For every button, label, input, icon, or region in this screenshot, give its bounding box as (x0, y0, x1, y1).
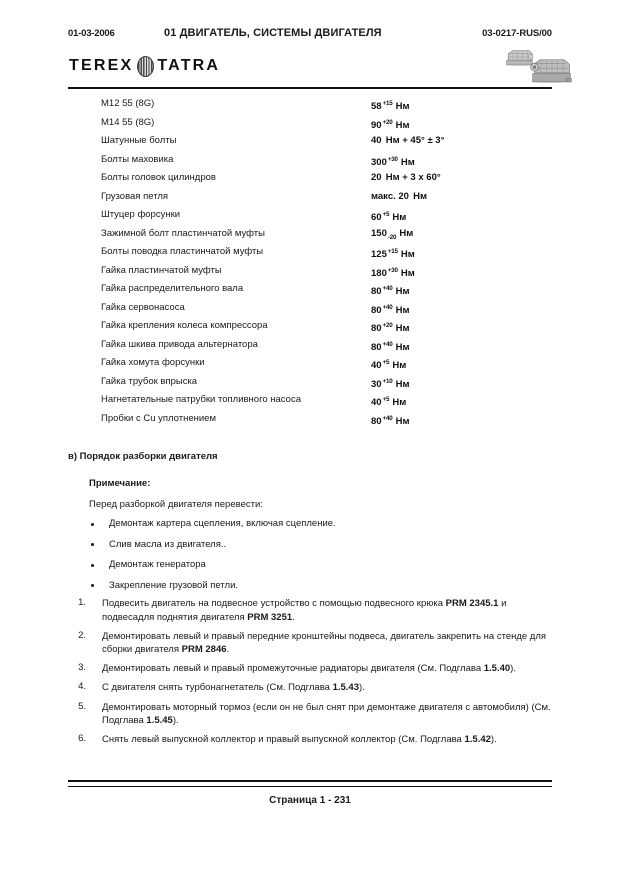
torque-unit: Нм (383, 172, 400, 183)
torque-number: 80 (371, 341, 382, 353)
table-row (68, 410, 552, 429)
section-heading: в) Порядок разборки двигателя (68, 451, 218, 462)
logo-text-tatra: TATRA (157, 57, 221, 74)
table-row (68, 132, 552, 151)
bullet-dot-icon (91, 523, 94, 526)
table-row (68, 243, 552, 262)
torque-number: 150 (371, 227, 387, 239)
torque-item-label: Гайка крепления колеса компрессора (101, 320, 268, 331)
torque-item-label: Гайка хомута форсунки (101, 357, 205, 368)
bullet-dot-icon (91, 543, 94, 546)
step-text-fragment: ). (510, 663, 516, 675)
step-number: 6. (78, 733, 86, 745)
bullet-dot-icon (91, 584, 94, 587)
list-item (68, 681, 552, 695)
list-item (68, 597, 552, 624)
torque-tolerance-upper: +20 (382, 322, 393, 329)
terex-tatra-logo (69, 55, 220, 77)
torque-tolerance-lower: -20 (387, 233, 397, 241)
step-text-fragment: Демонтировать левый и правый промежуточные радиаторы двигателя (См. Подглава (102, 663, 484, 675)
torque-number: 40 (371, 397, 382, 409)
torque-tolerance-upper: +15 (387, 248, 398, 255)
step-number: 5. (78, 700, 86, 712)
torque-unit: Нм (392, 378, 410, 390)
torque-number: макс. 20 (371, 190, 409, 202)
torque-item-label: М12 55 (8G) (101, 98, 155, 109)
list-item (68, 514, 552, 535)
torque-tolerance-upper: +40 (382, 303, 393, 311)
table-row (68, 206, 552, 225)
engine-illustration (503, 47, 575, 87)
step-reference-code: 1.5.42 (464, 734, 491, 746)
step-reference-code: PRM 2846 (181, 644, 227, 656)
table-row (68, 262, 552, 281)
torque-unit: Нм (398, 156, 415, 168)
step-number: 4. (78, 681, 86, 693)
torque-tolerance-upper: +40 (382, 285, 393, 292)
torque-item-label: Гайка пластинчатой муфты (101, 264, 222, 276)
torque-unit: Нм (398, 249, 415, 261)
torque-number: 60 (371, 212, 382, 224)
torque-unit: Нм (396, 227, 414, 239)
step-text (102, 662, 552, 676)
torque-item-label: Гайка шкива привода альтернатора (101, 338, 258, 350)
bullet-text: Демонтаж генератора (109, 559, 206, 570)
step-text-fragment: Демонтировать левый и правый передние кронштейны подвеса, двигатель закрепить на стенде для сборки двигателя (102, 630, 547, 656)
torque-item-label: Грузовая петля (101, 190, 169, 202)
torque-unit: Нм (389, 397, 407, 409)
step-reference-code: 1.5.40 (483, 663, 511, 675)
torque-angle-suffix: + 45° ± 3° (399, 135, 445, 146)
step-text-fragment: ). (490, 734, 497, 746)
step-text-fragment: и подвесадля поднятия двигателя (102, 598, 507, 623)
torque-item-value (371, 410, 410, 432)
step-number: 2. (78, 629, 86, 641)
torque-unit: Нм (410, 190, 427, 202)
header-title: 01 ДВИГАТЕЛЬ, СИСТЕМЫ ДВИГАТЕЛЯ (164, 27, 382, 39)
torque-tolerance-upper: +5 (382, 211, 390, 218)
bullet-dot-icon (91, 564, 94, 567)
note-intro-line: Перед разборкой двигателя перевести: (89, 499, 263, 510)
torque-number: 40 (371, 360, 382, 372)
torque-item-label: Нагнетательные патрубки топливного насоса (101, 394, 301, 405)
header-document-code: 03-0217-RUS/00 (482, 28, 552, 39)
logo-emblem-icon (137, 56, 154, 77)
torque-item-value (371, 188, 427, 207)
torque-item-label: Штуцер форсунки (101, 209, 181, 220)
step-text (102, 733, 552, 747)
disassembly-step-list (68, 597, 552, 752)
torque-unit: Нм (392, 323, 410, 335)
torque-unit: Нм (398, 267, 415, 279)
torque-tolerance-upper: +30 (387, 155, 398, 163)
list-item (68, 733, 552, 747)
step-text-fragment: . (226, 644, 230, 656)
table-row (68, 169, 552, 188)
torque-number: 80 (371, 415, 382, 427)
torque-specification-table (68, 95, 552, 428)
torque-unit: Нм (392, 341, 410, 353)
list-item (68, 535, 552, 556)
torque-unit: Нм (392, 304, 410, 316)
footer-divider-rule-thick (68, 780, 552, 782)
torque-number: 90 (371, 119, 382, 131)
torque-number: 20 (371, 172, 382, 183)
step-text-fragment: ). (358, 682, 365, 694)
torque-number: 300 (371, 156, 387, 168)
step-text (102, 597, 552, 624)
step-reference-code: PRM 3251 (247, 611, 293, 623)
torque-item-label: Гайка трубок впрыска (101, 375, 198, 387)
step-reference-code: PRM 2345.1 (445, 598, 499, 609)
table-row (68, 280, 552, 299)
torque-unit: Нм (392, 286, 410, 298)
torque-unit: Нм (389, 360, 407, 372)
torque-item-label: Гайка сервонасоса (101, 301, 185, 313)
step-reference-code: 1.5.45 (146, 715, 173, 727)
torque-number: 80 (371, 286, 382, 298)
preparation-bullet-list (68, 514, 552, 596)
table-row (68, 317, 552, 336)
bullet-text: Демонтаж картера сцепления, включая сцепление. (109, 518, 336, 529)
step-number: 3. (78, 662, 86, 674)
torque-number: 58 (371, 101, 382, 113)
torque-unit: Нм (389, 212, 407, 224)
step-number: 1. (78, 597, 86, 608)
torque-tolerance-upper: +40 (382, 414, 393, 422)
header-divider-rule (68, 87, 552, 89)
step-text-fragment: . (292, 611, 295, 623)
step-text-fragment: Демонтировать моторный тормоз (если он не был снят при демонтаже двигателя с автомобиля) (См. Подглава (102, 701, 551, 727)
torque-unit: Нм (383, 135, 400, 146)
step-text-fragment: С двигателя снять турбонагнетатель (См. Подглава (102, 682, 333, 694)
list-item (68, 555, 552, 576)
torque-number: 80 (371, 304, 382, 316)
page-number-footer: Страница 1 - 231 (269, 795, 351, 806)
table-row (68, 354, 552, 373)
footer-divider-rule-thin (68, 786, 552, 787)
torque-item-label: Болты головок цилиндров (101, 172, 216, 183)
torque-number: 80 (371, 323, 382, 335)
torque-item-value (371, 169, 441, 188)
torque-tolerance-upper: +15 (382, 100, 393, 107)
torque-item-label: М14 55 (8G) (101, 116, 155, 128)
torque-tolerance-upper: +5 (382, 359, 390, 366)
step-text-fragment: ). (172, 715, 179, 727)
torque-angle-suffix: + 3 x 60° (399, 172, 441, 183)
torque-tolerance-upper: +10 (382, 377, 393, 385)
table-row (68, 391, 552, 410)
torque-number: 125 (371, 249, 387, 261)
table-row (68, 95, 552, 114)
list-item (68, 701, 552, 728)
torque-number: 30 (371, 378, 382, 390)
bullet-text: Закрепление грузовой петли. (109, 579, 239, 591)
torque-item-label: Болты поводка пластинчатой муфты (101, 246, 264, 257)
list-item (68, 630, 552, 657)
torque-unit: Нм (392, 119, 410, 131)
torque-item-label: Зажимной болт пластинчатой муфты (101, 227, 265, 239)
torque-number: 40 (371, 135, 382, 146)
torque-unit: Нм (392, 415, 410, 427)
torque-item-label: Шатунные болты (101, 135, 177, 146)
table-row (68, 373, 552, 392)
step-text-fragment: Снять левый выпускной коллектор и правый выпускной коллектор (См. Подглава (102, 734, 465, 746)
step-reference-code: 1.5.43 (332, 682, 359, 694)
torque-item-value (371, 132, 444, 151)
page-header (68, 28, 552, 42)
bullet-text: Слив масла из двигателя.. (109, 538, 227, 550)
step-text (102, 681, 552, 695)
torque-unit: Нм (392, 101, 410, 113)
torque-item-label: Болты маховика (101, 153, 174, 165)
torque-number: 180 (371, 267, 387, 279)
torque-tolerance-upper: +20 (382, 118, 393, 126)
header-date: 01-03-2006 (68, 28, 115, 39)
torque-tolerance-upper: +30 (387, 266, 398, 274)
table-row (68, 299, 552, 318)
step-text-fragment: Подвесить двигатель на подвесное устройство с помощью подвесного крюка (102, 598, 446, 609)
table-row (68, 114, 552, 133)
step-text (102, 701, 552, 728)
torque-tolerance-upper: +5 (382, 396, 390, 403)
torque-tolerance-upper: +40 (382, 340, 393, 348)
note-heading: Примечание: (89, 478, 151, 489)
step-text (102, 630, 552, 657)
torque-item-label: Пробки с Cu уплотнением (101, 412, 216, 424)
table-row (68, 225, 552, 244)
table-row (68, 151, 552, 170)
table-row (68, 188, 552, 207)
torque-item-label: Гайка распределительного вала (101, 283, 244, 294)
list-item (68, 576, 552, 597)
table-row (68, 336, 552, 355)
logo-text-terex: TEREX (69, 57, 134, 74)
list-item (68, 662, 552, 676)
